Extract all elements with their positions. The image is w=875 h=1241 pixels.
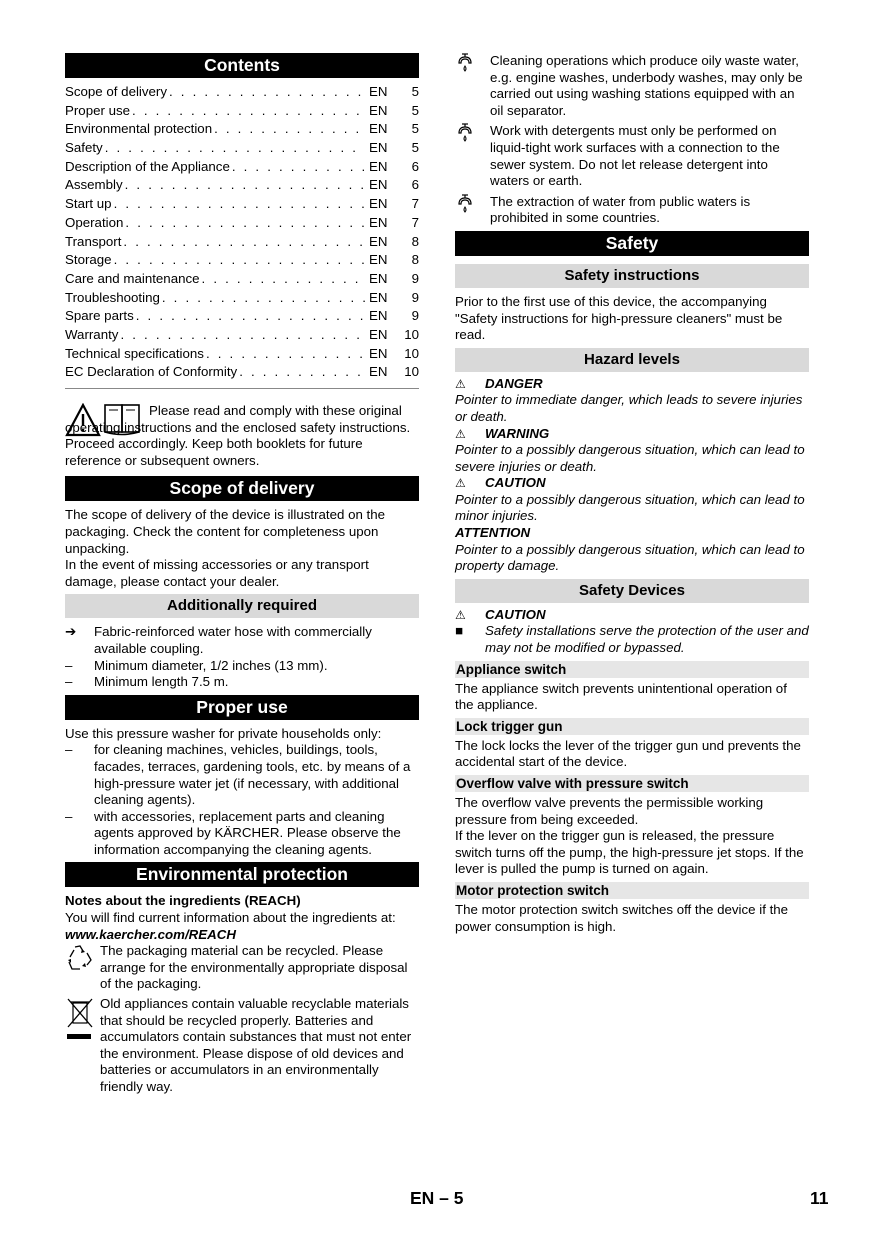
list-marker: –	[65, 657, 73, 673]
toc-entry[interactable]	[65, 308, 419, 327]
toc-lang: EN	[369, 177, 388, 193]
proper-use-list	[65, 742, 419, 858]
crossed-bin-icon	[65, 996, 100, 1096]
toc-leader-dots	[125, 215, 365, 232]
toc-title: Scope of delivery	[65, 84, 167, 99]
subsection-text: The lock locks the lever of the trigger gun und prevents the accidental start of the device.	[455, 737, 801, 770]
list-text: Minimum length 7.5 m.	[94, 674, 229, 690]
toc-page: 5	[411, 102, 419, 118]
toc-title: Technical specifications	[65, 345, 204, 361]
devices-caution-label: CAUTION	[485, 606, 546, 622]
list-item	[65, 624, 419, 657]
table-of-contents	[65, 84, 419, 389]
square-bullet-icon: ■	[455, 623, 464, 639]
toc-lang: EN	[369, 158, 388, 174]
hazard-level-label: CAUTION	[485, 475, 546, 491]
contents-heading: Contents	[65, 53, 419, 78]
subsection-text: If the lever on the trigger gun is released, the pressure switch turns off the pump, the high-pressure jet stops. If the lever is pulled the pump is turned on again.	[455, 828, 804, 877]
recycle-text: The packaging material can be recycled. Please arrange for the environmentally appropriate disposal of the packaging.	[100, 943, 408, 992]
safety-subsections	[455, 661, 809, 940]
toc-lang: EN	[369, 308, 388, 324]
toc-leader-dots	[132, 103, 365, 120]
toc-page: 6	[411, 177, 419, 193]
toc-entry[interactable]	[65, 252, 419, 271]
hazard-levels-heading: Hazard levels	[455, 348, 809, 372]
toc-lang: EN	[369, 102, 388, 118]
toc-page: 5	[411, 84, 419, 99]
toc-page: 9	[411, 308, 419, 324]
toc-title: Troubleshooting	[65, 289, 160, 305]
read-notice-text: Please read and comply with these original operating instructions and the enclosed safety instructions. Proceed accordingly. Keep both booklets for future reference or subsequent owners.	[65, 403, 411, 468]
toc-entry[interactable]	[65, 140, 419, 159]
toc-title: Safety	[65, 140, 103, 156]
toc-entry[interactable]	[65, 327, 419, 346]
toc-lang: EN	[369, 140, 388, 156]
toc-leader-dots	[206, 346, 365, 363]
subsection-heading: Appliance switch	[455, 661, 809, 678]
subsection-text: The overflow valve prevents the permissible working pressure from being exceeded.	[455, 795, 764, 827]
recycle-note	[65, 943, 419, 993]
toc-page: 7	[411, 214, 419, 230]
toc-title: Operation	[65, 214, 124, 230]
toc-leader-dots	[239, 364, 365, 381]
tap-icon	[455, 194, 490, 227]
toc-entry[interactable]	[65, 364, 419, 383]
water-note-text: Cleaning operations which produce oily waste water, e.g. engine washes, underbody washes, may only be carried out using washing stations equipped with an oil separator.	[490, 53, 803, 118]
hazard-level-label-row	[455, 475, 809, 492]
proper-use-heading: Proper use	[65, 695, 419, 720]
water-note-text: The extraction of water from public waters is prohibited in some countries.	[490, 193, 751, 226]
toc-leader-dots	[114, 252, 365, 269]
subsection-text: The motor protection switch switches off the device if the power consumption is high.	[455, 901, 789, 934]
proper-use-intro: Use this pressure washer for private households only:	[65, 725, 382, 741]
water-notes	[455, 53, 809, 227]
toc-lang: EN	[369, 84, 388, 99]
attention-label: ATTENTION	[455, 525, 531, 541]
hazard-level-text: Pointer to a possibly dangerous situation, which can lead to minor injuries.	[455, 491, 805, 524]
toc-title: Assembly	[65, 177, 123, 193]
toc-leader-dots	[214, 121, 365, 138]
reach-text: You will find current information about the ingredients at:	[65, 910, 396, 926]
environment-heading: Environmental protection	[65, 862, 419, 887]
toc-entry[interactable]	[65, 196, 419, 215]
toc-leader-dots	[202, 271, 365, 288]
toc-page: 10	[404, 364, 419, 380]
toc-title: Environmental protection	[65, 121, 213, 137]
toc-page: 9	[411, 270, 419, 286]
list-text: Fabric-reinforced water hose with commercially available coupling.	[94, 624, 372, 656]
subsection-text: The appliance switch prevents unintentional operation of the appliance.	[455, 680, 787, 713]
toc-lang: EN	[369, 270, 388, 286]
toc-leader-dots	[125, 177, 365, 194]
water-note	[455, 123, 809, 189]
hazard-level-label-row	[455, 376, 809, 393]
toc-leader-dots	[123, 234, 365, 251]
safety-heading: Safety	[455, 231, 809, 256]
safety-devices-heading: Safety Devices	[455, 579, 809, 603]
toc-entry[interactable]	[65, 103, 419, 122]
water-note	[455, 53, 809, 119]
toc-lang: EN	[369, 252, 388, 268]
warning-triangle-icon: ⚠	[455, 607, 466, 622]
toc-lang: EN	[369, 345, 388, 361]
list-marker: –	[65, 742, 73, 758]
toc-leader-dots	[162, 290, 365, 307]
reach-link[interactable]: www.kaercher.com/REACH	[65, 926, 236, 942]
toc-title: Proper use	[65, 102, 131, 118]
list-text: with accessories, replacement parts and cleaning agents approved by KÄRCHER. Please observe the information accompanying the cleaning agents.	[94, 808, 401, 857]
toc-title: Care and maintenance	[65, 270, 200, 286]
warning-triangle-icon: ⚠	[455, 376, 466, 391]
toc-page: 5	[411, 140, 419, 156]
toc-page: 7	[411, 196, 419, 212]
attention-text: Pointer to a possibly dangerous situation, which can lead to property damage.	[455, 541, 805, 574]
water-note	[455, 194, 809, 227]
footer-page-number: 11	[810, 1188, 829, 1208]
toc-title: EC Declaration of Conformity	[65, 364, 238, 380]
subsection-heading: Overflow valve with pressure switch	[455, 775, 809, 792]
hazard-level-text: Pointer to a possibly dangerous situation, which can lead to severe injuries or death.	[455, 442, 805, 474]
toc-title: Transport	[65, 233, 122, 249]
list-marker: –	[65, 808, 73, 824]
additional-list	[65, 624, 419, 690]
hazard-level-label-row	[455, 426, 809, 443]
toc-leader-dots	[105, 140, 365, 157]
safety-instructions-text: Prior to the first use of this device, the accompanying "Safety instructions for high-pressure cleaners" must be read.	[455, 293, 783, 343]
list-marker: –	[65, 674, 73, 690]
list-text: for cleaning machines, vehicles, buildings, tools, facades, terraces, gardening tools, etc. by means of a high-pressure water jet (if necessary, with additional cleaning agents).	[94, 742, 411, 808]
scope-text-1: The scope of delivery of the device is illustrated on the packaging. Check the content for completeness upon unpacking.	[65, 507, 386, 556]
scope-text-2: In the event of missing accessories or any transport damage, please contact your dealer.	[65, 557, 369, 589]
list-item	[65, 809, 419, 859]
toc-entry[interactable]	[65, 290, 419, 309]
recycle-icon	[65, 943, 100, 993]
toc-entry[interactable]	[65, 177, 419, 196]
toc-leader-dots	[136, 308, 365, 325]
toc-page: 5	[411, 121, 419, 137]
toc-title: Warranty	[65, 326, 119, 342]
toc-title: Spare parts	[65, 308, 134, 324]
toc-entry[interactable]	[65, 215, 419, 234]
toc-page: 8	[411, 252, 419, 268]
warning-triangle-icon: ⚠	[455, 426, 466, 441]
devices-bullet	[455, 623, 809, 656]
toc-title: Storage	[65, 252, 112, 268]
toc-entry[interactable]	[65, 159, 419, 178]
list-text: Minimum diameter, 1/2 inches (13 mm).	[94, 657, 328, 673]
tap-icon	[455, 123, 490, 189]
warning-triangle-icon: ⚠	[455, 476, 466, 491]
left-column	[65, 53, 419, 1099]
right-column	[455, 53, 809, 939]
toc-lang: EN	[369, 233, 388, 249]
hazard-level-text: Pointer to immediate danger, which leads to severe injuries or death.	[455, 392, 803, 424]
list-item	[65, 658, 419, 675]
weee-note	[65, 996, 419, 1096]
hazard-level-label: WARNING	[485, 425, 550, 441]
hazard-level-label: DANGER	[485, 375, 543, 391]
tap-icon	[455, 53, 490, 119]
toc-lang: EN	[369, 214, 388, 230]
devices-caution	[455, 607, 809, 624]
devices-bullet-text: Safety installations serve the protection of the user and may not be modified or bypassed.	[485, 623, 809, 656]
toc-leader-dots	[169, 84, 365, 101]
toc-entry[interactable]	[65, 271, 419, 290]
toc-leader-dots	[114, 196, 365, 213]
toc-leader-dots	[120, 327, 365, 344]
toc-lang: EN	[369, 196, 388, 212]
toc-leader-dots	[232, 159, 365, 176]
toc-page: 9	[411, 289, 419, 305]
reach-heading: Notes about the ingredients (REACH)	[65, 893, 301, 909]
toc-title: Start up	[65, 196, 112, 212]
list-item	[65, 674, 419, 691]
toc-entry[interactable]	[65, 346, 419, 365]
toc-lang: EN	[369, 326, 388, 342]
hazard-levels	[455, 376, 809, 525]
toc-page: 8	[411, 233, 419, 249]
toc-page: 6	[411, 158, 419, 174]
toc-lang: EN	[369, 289, 388, 305]
toc-title: Description of the Appliance	[65, 158, 230, 174]
safety-instructions-heading: Safety instructions	[455, 264, 809, 288]
subsection-heading: Lock trigger gun	[455, 718, 809, 735]
toc-entry[interactable]	[65, 84, 419, 103]
list-item	[65, 742, 419, 808]
list-marker: ➔	[65, 624, 77, 640]
toc-page: 10	[404, 326, 419, 342]
toc-page: 10	[404, 345, 419, 361]
toc-entry[interactable]	[65, 121, 419, 140]
subsection-heading: Motor protection switch	[455, 882, 809, 899]
toc-entry[interactable]	[65, 234, 419, 253]
toc-lang: EN	[369, 364, 388, 380]
weee-text: Old appliances contain valuable recyclable materials that should be recycled properly. Batteries and accumulators contain substances that must not enter the environment. Please dispose of old devices and batteries or accumulators in an environmentally friendly way.	[100, 996, 412, 1094]
additional-heading: Additionally required	[65, 594, 419, 618]
scope-heading: Scope of delivery	[65, 476, 419, 501]
footer-page-label: EN – 5	[410, 1188, 464, 1208]
toc-lang: EN	[369, 121, 388, 137]
water-note-text: Work with detergents must only be performed on liquid-tight work surfaces with a connection to the sewer system. Do not let release detergent into waters or earth.	[490, 123, 780, 189]
